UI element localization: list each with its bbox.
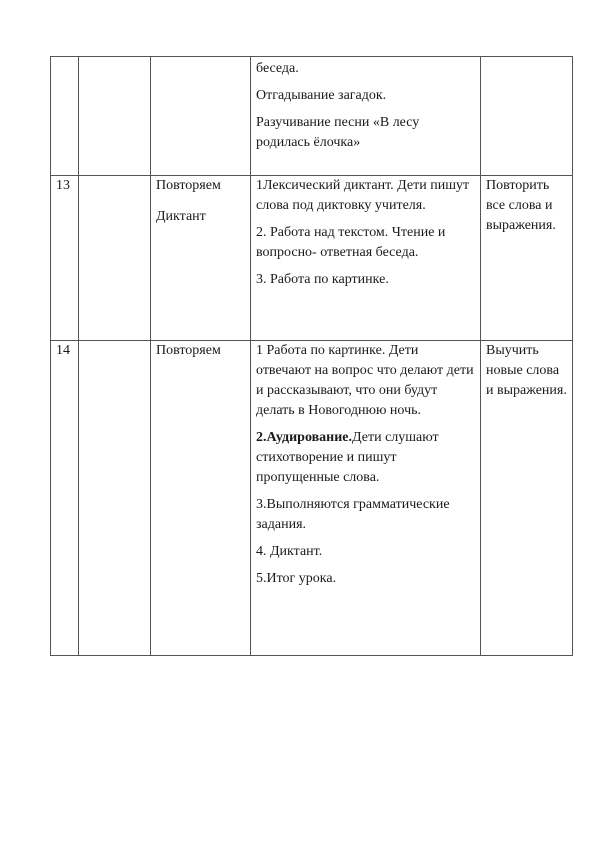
content-paragraph: 3. Работа по картинке.: [256, 272, 389, 287]
content-paragraph: 2. Работа над текстом. Чтение и вопросно- ответная беседа.: [256, 225, 446, 260]
lesson-number-cell: 13: [51, 176, 79, 341]
lesson-plan-table: [50, 56, 573, 656]
topic-cell: [151, 57, 251, 176]
topic-cell: [151, 341, 251, 656]
table-row: [51, 57, 573, 176]
content-text: Дети слушают стихотворение и пишут пропущенные слова.: [256, 430, 439, 485]
content-paragraph: 1Лексический диктант. Дети пишут слова под диктовку учителя.: [256, 178, 470, 213]
content-paragraph: Отгадывание загадок.: [256, 88, 387, 103]
content-paragraph: беседа.: [256, 61, 299, 76]
content-paragraph: 3.Выполняются грамматические задания.: [256, 497, 450, 532]
content-cell: [251, 57, 481, 176]
table-row: [51, 341, 573, 656]
topic-line: Повторяем: [156, 343, 221, 358]
content-cell: [251, 341, 481, 656]
content-paragraph: 1 Работа по картинке. Дети отвечают на вопрос что делают дети и рассказывают, что они будут делать в Новогоднюю ночь.: [256, 343, 474, 418]
homework-cell: Выучить новые слова и выражения.: [481, 341, 573, 656]
topic-line: Повторяем: [156, 178, 221, 193]
content-paragraph: Разучивание песни «В лесу родилась ёлочка»: [256, 115, 420, 150]
empty-cell: [79, 57, 151, 176]
topic-line: Диктант: [156, 209, 206, 224]
homework-cell: [481, 57, 573, 176]
lesson-number-cell: 14: [51, 341, 79, 656]
content-cell: [251, 176, 481, 341]
content-paragraph: 5.Итог урока.: [256, 571, 337, 586]
content-paragraph: 4. Диктант.: [256, 544, 323, 559]
homework-cell: Повторить все слова и выражения.: [481, 176, 573, 341]
topic-cell: [151, 176, 251, 341]
content-paragraph: [256, 428, 475, 488]
bold-heading: 2.Аудирование.: [256, 430, 353, 445]
empty-cell: [79, 341, 151, 656]
empty-cell: [79, 176, 151, 341]
lesson-number-cell: [51, 57, 79, 176]
table-row: [51, 176, 573, 341]
